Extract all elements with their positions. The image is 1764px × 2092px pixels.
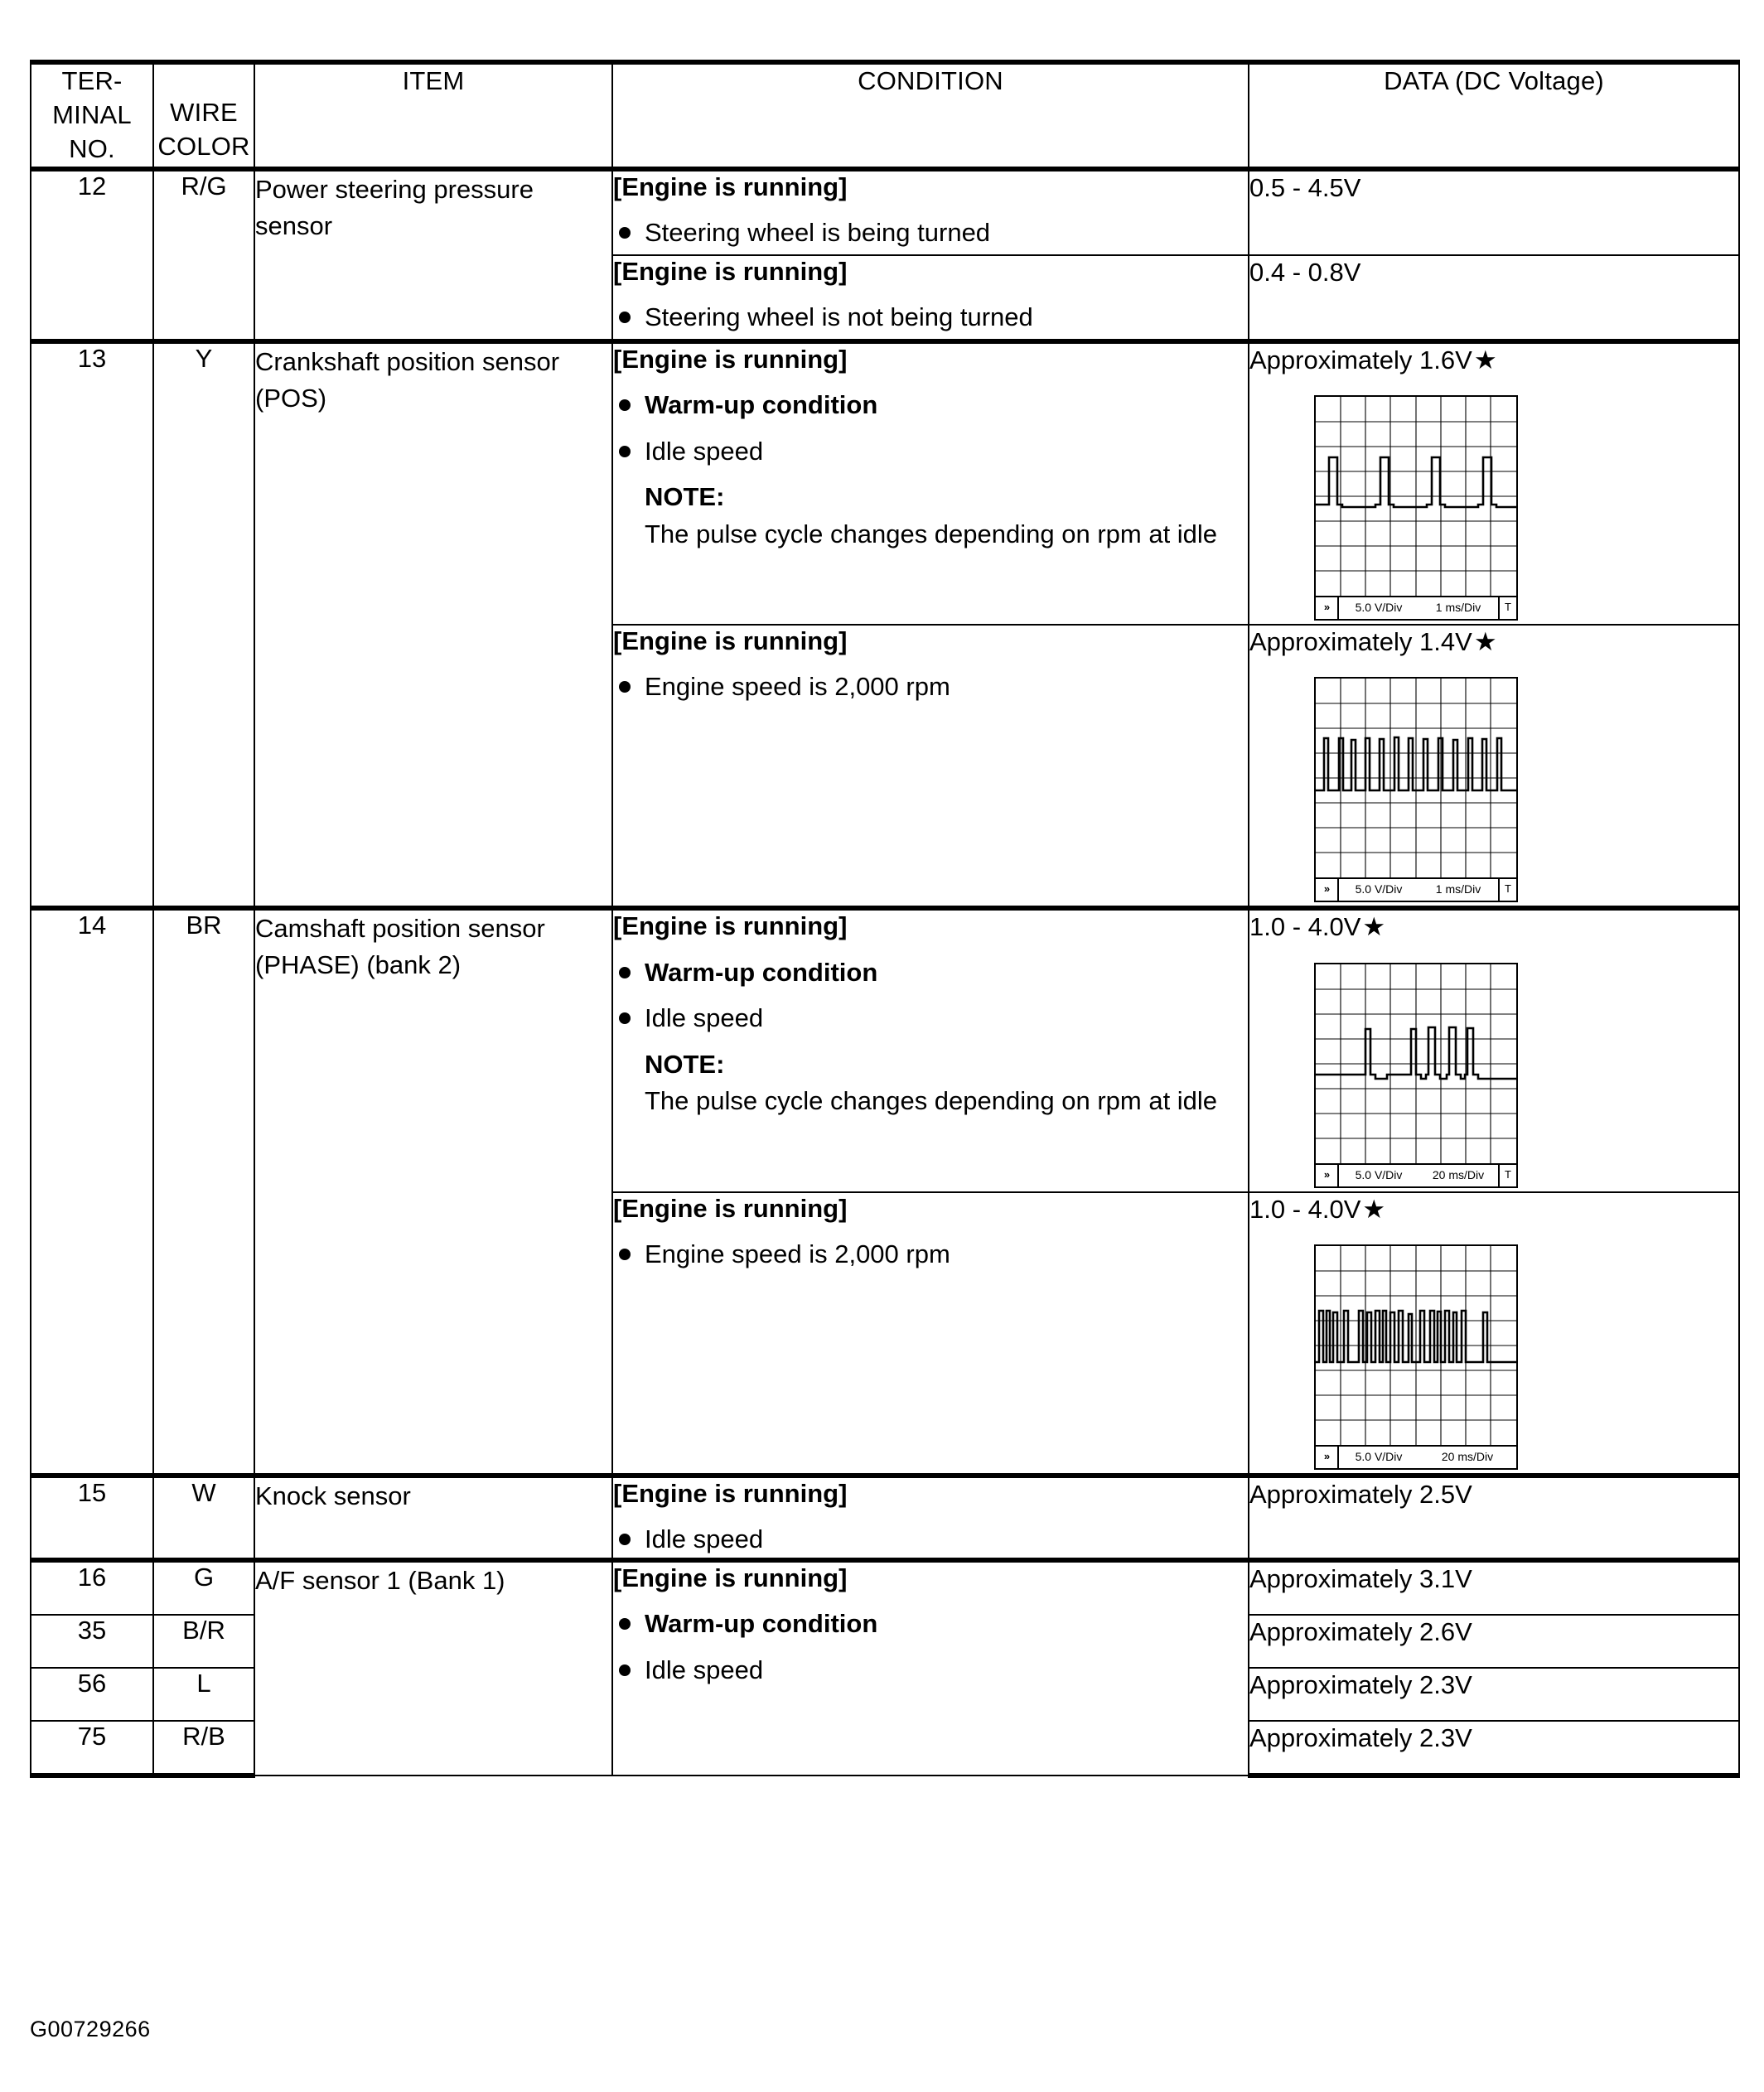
condition-cell bbox=[612, 625, 1249, 908]
condition-bullet-list bbox=[613, 670, 1248, 703]
terminal-number: 12 bbox=[31, 169, 153, 341]
oscilloscope-waveform bbox=[1314, 677, 1738, 902]
star-icon: ★ bbox=[1362, 912, 1386, 942]
data-cell bbox=[1249, 341, 1739, 625]
condition-heading: [Engine is running] bbox=[613, 626, 848, 656]
data-value: 0.4 - 0.8V bbox=[1249, 257, 1361, 287]
header-condition: CONDITION bbox=[612, 62, 1249, 169]
header-terminal-no-line2: MINAL bbox=[52, 99, 132, 129]
scope-time-per-div: 20 ms/Div bbox=[1441, 1449, 1494, 1463]
wire-color: L bbox=[153, 1668, 254, 1721]
data-value: Approximately 2.3V bbox=[1249, 1722, 1472, 1752]
condition-bullet: Steering wheel is not being turned bbox=[613, 301, 1248, 334]
data-cell bbox=[1249, 169, 1739, 255]
terminal-number: 16 bbox=[31, 1560, 153, 1615]
data-cell bbox=[1249, 1560, 1739, 1615]
scope-volts-per-div: 5.0 V/Div bbox=[1355, 1449, 1403, 1463]
star-icon: ★ bbox=[1473, 627, 1497, 657]
header-terminal-no bbox=[31, 62, 153, 169]
wire-color: Y bbox=[153, 341, 254, 909]
wire-color: B/R bbox=[153, 1615, 254, 1668]
condition-heading: [Engine is running] bbox=[613, 256, 848, 286]
condition-bullet: Warm-up condition bbox=[613, 1607, 1248, 1640]
scope-frame bbox=[1314, 1244, 1518, 1470]
condition-bullet-list bbox=[613, 389, 1248, 467]
note-text: The pulse cycle changes depending on rpm at idle bbox=[645, 519, 1218, 548]
condition-bullet-list bbox=[613, 1238, 1248, 1271]
condition-heading: [Engine is running] bbox=[613, 172, 848, 201]
note-text: The pulse cycle changes depending on rpm at idle bbox=[645, 1086, 1218, 1116]
condition-heading: [Engine is running] bbox=[613, 1563, 848, 1592]
scope-trace-phase-2000 bbox=[1316, 1246, 1516, 1445]
ecm-terminal-spec-table bbox=[30, 60, 1740, 1778]
note-label: NOTE: bbox=[645, 1049, 725, 1079]
star-icon: ★ bbox=[1362, 1194, 1386, 1224]
condition-bullet: Engine speed is 2,000 rpm bbox=[613, 1238, 1248, 1271]
scope-trace-phase-idle bbox=[1316, 964, 1516, 1163]
scope-volts-per-div: 5.0 V/Div bbox=[1355, 601, 1403, 615]
item-name: Power steering pressure sensor bbox=[254, 169, 612, 341]
scope-frame bbox=[1314, 963, 1518, 1188]
header-terminal-no-line3: NO. bbox=[69, 133, 115, 163]
condition-cell bbox=[612, 1560, 1249, 1776]
condition-bullet-list bbox=[613, 216, 1248, 249]
header-wire-color bbox=[153, 62, 254, 169]
scope-prev-icon[interactable]: » bbox=[1316, 1165, 1339, 1186]
table-header-row bbox=[31, 62, 1739, 169]
data-value: Approximately 1.4V bbox=[1249, 627, 1472, 657]
data-cell bbox=[1249, 1192, 1739, 1476]
condition-bullet: Steering wheel is being turned bbox=[613, 216, 1248, 249]
condition-bullet: Idle speed bbox=[613, 1654, 1248, 1687]
scope-trace-pos-idle bbox=[1316, 397, 1516, 596]
data-cell bbox=[1249, 625, 1739, 908]
table-row bbox=[31, 341, 1739, 625]
data-cell bbox=[1249, 255, 1739, 341]
scope-frame bbox=[1314, 395, 1518, 621]
star-icon: ★ bbox=[1473, 345, 1497, 374]
header-item: ITEM bbox=[254, 62, 612, 169]
terminal-number: 15 bbox=[31, 1476, 153, 1560]
scope-prev-icon[interactable]: » bbox=[1316, 1447, 1339, 1468]
wire-color: W bbox=[153, 1476, 254, 1560]
scope-time-per-div: 1 ms/Div bbox=[1435, 882, 1481, 896]
wire-color: BR bbox=[153, 908, 254, 1476]
condition-bullet: Idle speed bbox=[613, 1523, 1248, 1556]
oscilloscope-waveform bbox=[1314, 1244, 1738, 1470]
oscilloscope-waveform bbox=[1314, 963, 1738, 1188]
condition-cell bbox=[612, 908, 1249, 1191]
header-wire-color-line1: WIRE bbox=[170, 98, 238, 127]
scope-footer bbox=[1316, 1163, 1516, 1186]
scope-time-per-div: 20 ms/Div bbox=[1432, 1167, 1485, 1181]
condition-heading: [Engine is running] bbox=[613, 344, 848, 374]
scope-trigger-indicator: T bbox=[1498, 597, 1516, 619]
header-wire-color-line2: COLOR bbox=[157, 131, 250, 161]
data-cell bbox=[1249, 1615, 1739, 1668]
waveform-path bbox=[1316, 1027, 1516, 1079]
data-cell bbox=[1249, 908, 1739, 1191]
data-value: 0.5 - 4.5V bbox=[1249, 172, 1361, 202]
terminal-number: 13 bbox=[31, 341, 153, 909]
table-row bbox=[31, 1560, 1739, 1615]
item-name: Knock sensor bbox=[254, 1476, 612, 1560]
condition-bullet: Warm-up condition bbox=[613, 956, 1248, 989]
oscilloscope-waveform bbox=[1314, 395, 1738, 621]
data-cell bbox=[1249, 1668, 1739, 1721]
data-cell bbox=[1249, 1476, 1739, 1560]
scope-time-per-div: 1 ms/Div bbox=[1435, 601, 1481, 615]
scope-prev-icon[interactable]: » bbox=[1316, 879, 1339, 901]
scope-volts-per-div: 5.0 V/Div bbox=[1355, 1167, 1403, 1181]
condition-bullet: Warm-up condition bbox=[613, 389, 1248, 422]
header-terminal-no-line1: TER- bbox=[61, 66, 123, 95]
terminal-number: 14 bbox=[31, 908, 153, 1476]
condition-bullet-list bbox=[613, 301, 1248, 334]
condition-cell bbox=[612, 255, 1249, 341]
item-name: Crankshaft position sensor (POS) bbox=[254, 341, 612, 909]
condition-note bbox=[645, 481, 1248, 551]
table-row bbox=[31, 908, 1739, 1191]
data-value: 1.0 - 4.0V bbox=[1249, 1194, 1361, 1224]
terminal-number: 56 bbox=[31, 1668, 153, 1721]
note-label: NOTE: bbox=[645, 482, 725, 512]
scope-footer bbox=[1316, 596, 1516, 619]
condition-bullet-list bbox=[613, 956, 1248, 1035]
scope-footer bbox=[1316, 1445, 1516, 1468]
scope-frame bbox=[1314, 677, 1518, 902]
data-value: Approximately 2.5V bbox=[1249, 1479, 1472, 1509]
condition-cell bbox=[612, 1476, 1249, 1560]
wire-color: R/G bbox=[153, 169, 254, 341]
condition-cell bbox=[612, 1192, 1249, 1476]
condition-heading: [Engine is running] bbox=[613, 1193, 848, 1223]
scope-trace-pos-2000 bbox=[1316, 679, 1516, 877]
item-name: Camshaft position sensor (PHASE) (bank 2) bbox=[254, 908, 612, 1476]
data-value: Approximately 2.3V bbox=[1249, 1669, 1472, 1699]
data-value: 1.0 - 4.0V bbox=[1249, 912, 1361, 942]
terminal-number: 75 bbox=[31, 1721, 153, 1776]
condition-bullet-list bbox=[613, 1523, 1248, 1556]
condition-heading: [Engine is running] bbox=[613, 911, 848, 941]
condition-cell bbox=[612, 341, 1249, 625]
condition-bullet-list bbox=[613, 1607, 1248, 1686]
item-name: A/F sensor 1 (Bank 1) bbox=[254, 1560, 612, 1776]
data-cell bbox=[1249, 1721, 1739, 1776]
table-row bbox=[31, 1476, 1739, 1560]
scope-volts-per-div: 5.0 V/Div bbox=[1355, 882, 1403, 896]
header-data: DATA (DC Voltage) bbox=[1249, 62, 1739, 169]
wire-color: G bbox=[153, 1560, 254, 1615]
figure-code: G00729266 bbox=[30, 2017, 151, 2041]
wire-color: R/B bbox=[153, 1721, 254, 1776]
condition-bullet: Engine speed is 2,000 rpm bbox=[613, 670, 1248, 703]
condition-bullet: Idle speed bbox=[613, 435, 1248, 468]
table-row bbox=[31, 169, 1739, 255]
scope-trigger-indicator: T bbox=[1498, 879, 1516, 901]
terminal-number: 35 bbox=[31, 1615, 153, 1668]
scope-prev-icon[interactable]: » bbox=[1316, 597, 1339, 619]
condition-heading: [Engine is running] bbox=[613, 1478, 848, 1508]
data-value: Approximately 2.6V bbox=[1249, 1616, 1472, 1646]
data-value: Approximately 1.6V bbox=[1249, 345, 1472, 374]
scope-trigger-indicator: T bbox=[1498, 1165, 1516, 1186]
scope-footer bbox=[1316, 877, 1516, 901]
data-value: Approximately 3.1V bbox=[1249, 1563, 1472, 1593]
condition-note bbox=[645, 1048, 1248, 1118]
condition-bullet: Idle speed bbox=[613, 1002, 1248, 1035]
condition-cell bbox=[612, 169, 1249, 255]
